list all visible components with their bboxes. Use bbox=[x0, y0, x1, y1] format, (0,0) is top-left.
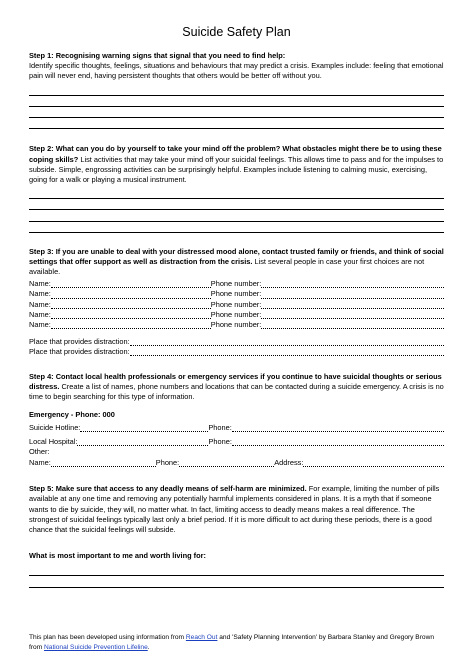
name-label: Name: bbox=[29, 289, 51, 299]
distraction-place-label: Place that provides distraction: bbox=[29, 346, 130, 356]
footer-text: . bbox=[147, 643, 150, 651]
step1-section bbox=[29, 51, 444, 129]
step3-heading: Step 3: If you are unable to deal with your distressed mood alone, contact trusted family or friends, and think of social settings that offer support as well as distraction from the crisis. bbox=[29, 247, 444, 267]
phone-number-field[interactable] bbox=[261, 291, 444, 299]
step1-write-line[interactable] bbox=[29, 107, 444, 118]
hospital-phone-field[interactable] bbox=[232, 438, 444, 446]
step2-write-line[interactable] bbox=[29, 188, 444, 199]
contact-row bbox=[29, 320, 444, 330]
hotline-label: Suicide Hotline: bbox=[29, 423, 81, 433]
other-contact-row bbox=[29, 457, 444, 468]
contact-row bbox=[29, 300, 444, 310]
hotline-phone-field[interactable] bbox=[232, 424, 444, 432]
name-field[interactable] bbox=[51, 321, 211, 329]
important-write-line[interactable] bbox=[29, 576, 444, 588]
hotline-field[interactable] bbox=[80, 424, 208, 432]
step5-heading: Step 5: Make sure that access to any deadly means of self-harm are minimized. bbox=[29, 484, 307, 494]
hotline-row bbox=[29, 420, 444, 433]
name-field[interactable] bbox=[51, 311, 211, 319]
name-field[interactable] bbox=[51, 301, 211, 309]
contact-row bbox=[29, 279, 444, 289]
contact-row bbox=[29, 310, 444, 320]
lifeline-link[interactable]: National Suicide Prevention Lifeline bbox=[44, 643, 148, 651]
step1-write-line[interactable] bbox=[29, 84, 444, 95]
name-label: Name: bbox=[29, 458, 51, 468]
phone-label: Phone: bbox=[155, 458, 180, 468]
phone-number-label: Phone number: bbox=[210, 319, 262, 329]
phone-number-field[interactable] bbox=[261, 321, 444, 329]
distraction-place-row bbox=[29, 347, 444, 357]
footer-credits bbox=[29, 633, 444, 652]
other-label: Other: bbox=[29, 447, 50, 457]
step1-write-line[interactable] bbox=[29, 96, 444, 107]
step5-body: For example, limiting the number of pills available at any one time and removing any potentially harmful implements considered in plans. It is a myth that if someone wants to die by suicide, they will, no matter what. In fact, limiting access to deadly means makes a real difference. The strongest of suicidal feelings typically last only a brief period. If it is more difficult to act during these periods, there is a good chance that the suicidal feelings will subside. bbox=[29, 484, 440, 534]
phone-number-field[interactable] bbox=[261, 280, 444, 288]
step1-write-line[interactable] bbox=[29, 118, 444, 129]
address-label: Address: bbox=[274, 458, 304, 468]
contact-row bbox=[29, 289, 444, 299]
important-heading: What is most important to me and worth living for: bbox=[29, 550, 206, 560]
step2-body: List activities that may take your mind off your suicidal feelings. This allows time to pass and for the impulses to subside. Simple, engrossing activities can be surprisingly helpful. Examples include listening to calming music, exercising, going for a walk or playing a musical instrument. bbox=[29, 154, 444, 184]
hospital-label: Local Hospital: bbox=[29, 437, 78, 447]
name-label: Name: bbox=[29, 319, 51, 329]
step5-paragraph bbox=[29, 484, 444, 534]
name-label: Name: bbox=[29, 279, 51, 289]
phone-number-label: Phone number: bbox=[210, 309, 262, 319]
step4-body: Create a list of names, phone numbers and locations that can be contacted during a suicide emergency. A crisis is no time to begin searching for this type of information. bbox=[29, 382, 444, 402]
distraction-place-label: Place that provides distraction: bbox=[29, 336, 130, 346]
phone-label: Phone: bbox=[208, 437, 232, 447]
phone-label: Phone: bbox=[208, 423, 232, 433]
step4-paragraph bbox=[29, 372, 444, 402]
name-field[interactable] bbox=[51, 280, 211, 288]
step1-heading: Step 1: Recognising warning signs that signal that you need to find help: bbox=[29, 51, 286, 60]
distraction-place-field[interactable] bbox=[130, 338, 444, 346]
step5-section bbox=[29, 484, 444, 534]
distraction-place-field[interactable] bbox=[130, 348, 444, 356]
step2-write-line[interactable] bbox=[29, 199, 444, 210]
phone-number-field[interactable] bbox=[261, 311, 444, 319]
step4-section bbox=[29, 372, 444, 468]
footer-text: and 'Safety Planning Intervention' by Barbara Stanley and Gregory Brown from bbox=[29, 634, 434, 651]
hospital-row bbox=[29, 433, 444, 447]
step2-section bbox=[29, 144, 444, 233]
phone-number-label: Phone number: bbox=[210, 279, 262, 289]
important-write-line[interactable] bbox=[29, 564, 444, 576]
reach-out-link[interactable]: Reach Out bbox=[185, 634, 218, 641]
other-name-field[interactable] bbox=[51, 459, 156, 467]
name-label: Name: bbox=[29, 309, 51, 319]
footer-text: This plan has been developed using information from bbox=[29, 634, 186, 641]
step2-write-line[interactable] bbox=[29, 210, 444, 221]
step2-paragraph bbox=[29, 144, 444, 184]
phone-number-label: Phone number: bbox=[210, 289, 262, 299]
step2-write-line[interactable] bbox=[29, 222, 444, 233]
step3-section bbox=[29, 247, 444, 357]
step3-paragraph bbox=[29, 247, 444, 277]
hospital-field[interactable] bbox=[77, 438, 208, 446]
page-title: Suicide Safety Plan bbox=[182, 25, 291, 39]
name-field[interactable] bbox=[51, 291, 211, 299]
important-section bbox=[29, 551, 444, 588]
other-address-field[interactable] bbox=[303, 459, 444, 467]
emergency-phone: Emergency - Phone: 000 bbox=[29, 410, 115, 420]
distraction-place-row bbox=[29, 337, 444, 347]
phone-number-field[interactable] bbox=[261, 301, 444, 309]
step4-heading: Step 4: Contact local health professionals or emergency services if you continue to have suicidal thoughts or serious distress. bbox=[29, 371, 442, 392]
name-label: Name: bbox=[29, 299, 51, 309]
phone-number-label: Phone number: bbox=[210, 299, 262, 309]
step2-heading: Step 2: What can you do by yourself to take your mind off the problem? What obstacles might there be to using these coping skills? bbox=[29, 144, 442, 164]
step3-body: List several people in case your first choices are not available. bbox=[29, 257, 425, 277]
step1-body: Identify specific thoughts, feelings, situations and behaviours that may predict a crisis. Examples include: feeling that emotional pain will never end, having persistent thoughts that others would be better off without you. bbox=[29, 61, 444, 81]
other-phone-field[interactable] bbox=[179, 459, 274, 467]
